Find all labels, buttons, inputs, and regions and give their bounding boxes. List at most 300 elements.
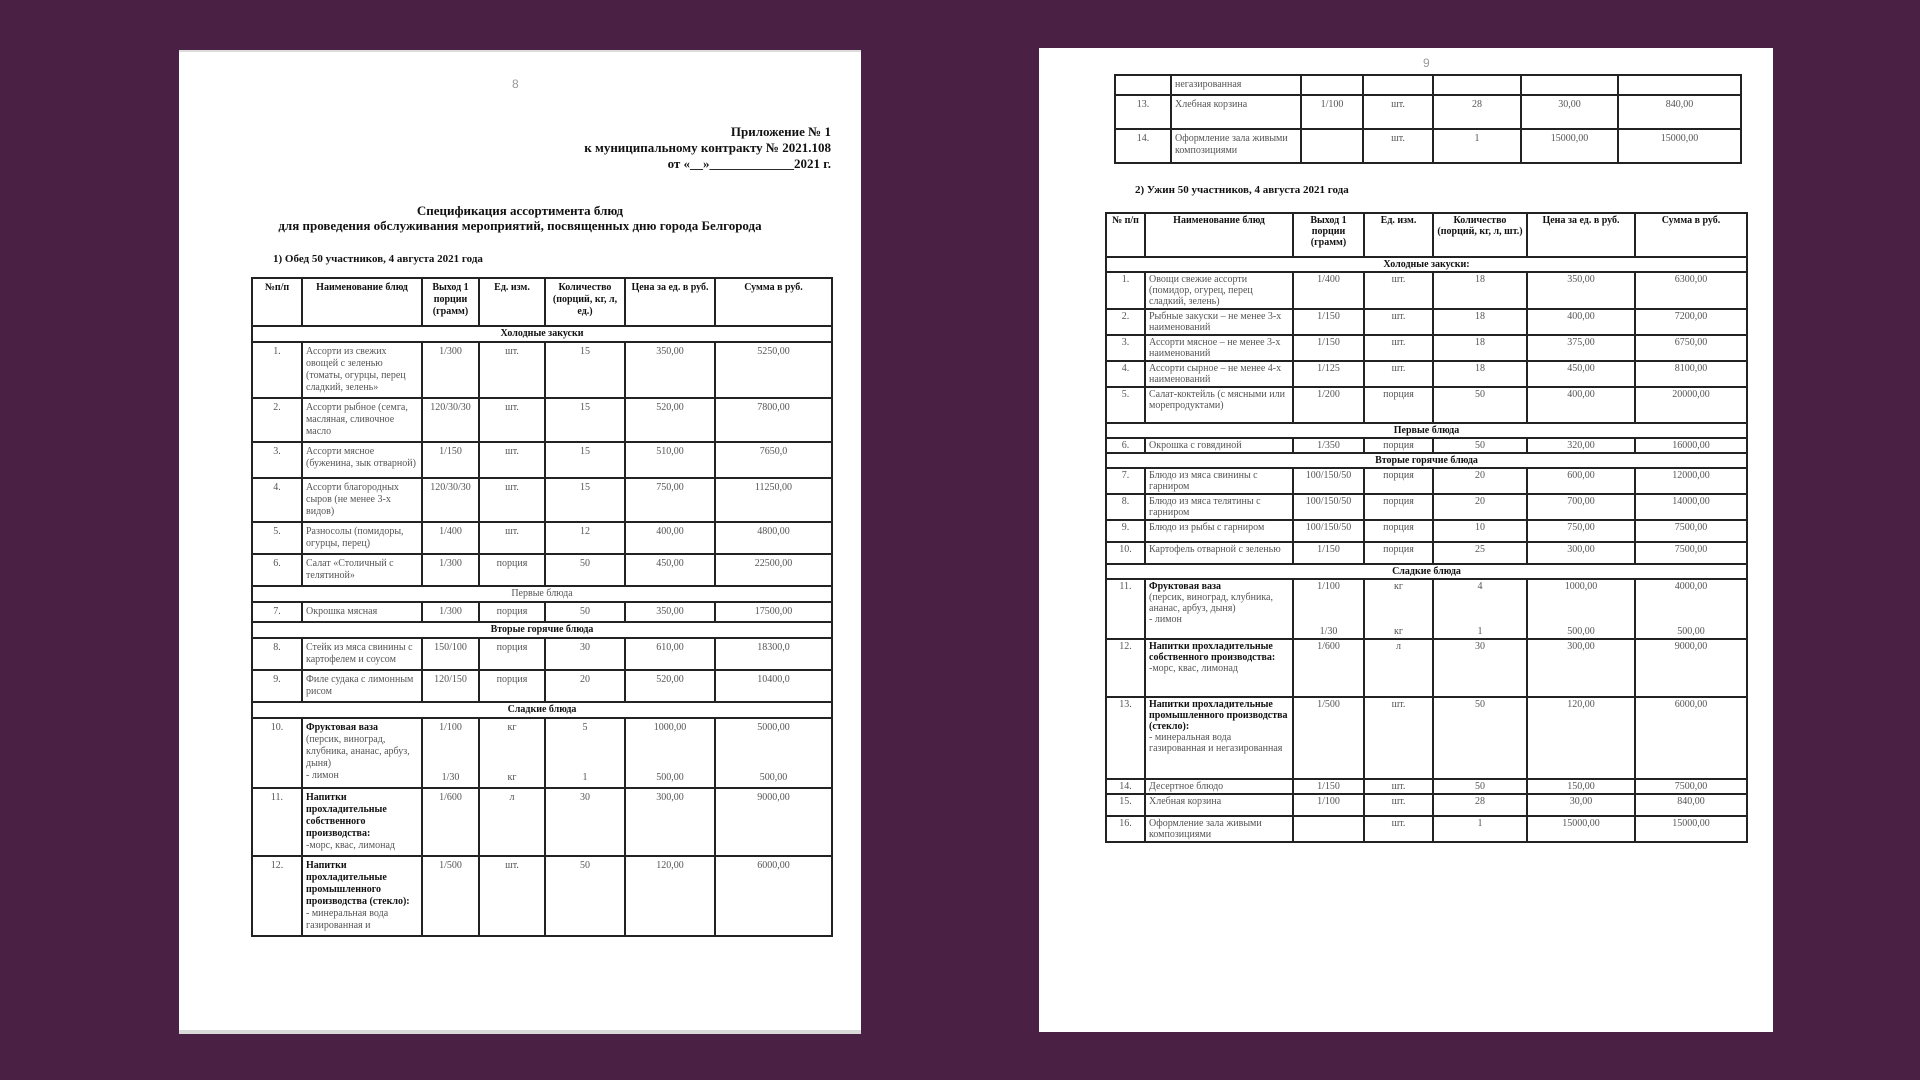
dish-description: Разносолы (помидоры, огурцы, перец) xyxy=(306,526,404,549)
unit-price-value: 400,00 xyxy=(1567,311,1595,322)
unit xyxy=(1364,697,1433,779)
unit-price xyxy=(1527,639,1635,697)
table-row xyxy=(1106,697,1747,779)
table-header-row xyxy=(252,278,832,326)
row-number-value: 13. xyxy=(1119,699,1132,710)
portion-yield-value: 150/100 xyxy=(434,642,467,653)
row-number xyxy=(252,788,302,856)
total-sum xyxy=(715,342,832,398)
quantity xyxy=(545,398,625,442)
dish-description: Овощи свежие ассорти (помидор, огурец, перец сладкий, зелень) xyxy=(1149,274,1253,307)
dish-name xyxy=(1145,779,1293,794)
unit-price-value-secondary: 500,00 xyxy=(1567,626,1595,637)
unit-price xyxy=(625,398,715,442)
unit xyxy=(1364,335,1433,361)
total-sum-value: 840,00 xyxy=(1665,99,1694,110)
row-number xyxy=(1106,779,1145,794)
dish-description: Блюдо из мяса свинины с гарниром xyxy=(1149,470,1258,492)
portion-yield-value: 100/150/50 xyxy=(1305,470,1352,481)
total-sum-value: 7200,00 xyxy=(1674,311,1708,322)
unit-value: шт. xyxy=(1391,781,1406,792)
unit xyxy=(1364,387,1433,423)
dish-description: Стейк из мяса свинины с картофелем и соусом xyxy=(306,642,413,665)
portion-yield xyxy=(1293,579,1364,639)
unit-price-value: 375,00 xyxy=(1567,337,1595,348)
total-sum-value: 15000,00 xyxy=(1660,133,1699,144)
table-row xyxy=(1106,438,1747,453)
quantity xyxy=(545,554,625,586)
portion-yield-value: 1/350 xyxy=(1317,440,1340,451)
unit xyxy=(479,856,545,936)
unit-price-value-secondary: 500,00 xyxy=(656,772,684,783)
unit-value: порция xyxy=(496,606,528,617)
portion-yield-value: 1/150 xyxy=(1317,544,1340,555)
quantity xyxy=(545,602,625,622)
quantity-value: 18 xyxy=(1475,274,1485,285)
dish-extra: - лимон xyxy=(1149,614,1182,625)
category-row xyxy=(1106,257,1747,272)
table-row xyxy=(252,602,832,622)
total-sum xyxy=(715,398,832,442)
row-number-value: 1. xyxy=(273,346,281,357)
portion-yield xyxy=(1293,361,1364,387)
row-number-value: 13. xyxy=(1136,99,1150,110)
quantity-value: 30 xyxy=(580,642,590,653)
portion-yield xyxy=(422,602,479,622)
row-number xyxy=(1106,335,1145,361)
row-number-value: 9. xyxy=(1121,522,1130,533)
dish-description: Ассорти рыбное (семга, масляная, сливочное масло xyxy=(306,402,408,437)
quantity-value: 18 xyxy=(1475,311,1485,322)
row-number-value: 15. xyxy=(1119,796,1132,807)
dish-description: Ассорти благородных сыров (не менее 3-х видов) xyxy=(306,482,399,517)
unit-value: шт. xyxy=(1391,699,1406,710)
quantity xyxy=(545,638,625,670)
title-line-2: для проведения обслуживания мероприятий, посвященных дню города Белгорода xyxy=(278,218,762,233)
total-sum xyxy=(1635,639,1747,697)
row-number xyxy=(1106,468,1145,494)
table-row xyxy=(252,442,832,478)
quantity-value: 18 xyxy=(1475,363,1485,374)
quantity-value: 50 xyxy=(580,860,590,871)
dish-name xyxy=(302,602,422,622)
unit xyxy=(479,670,545,702)
portion-yield xyxy=(1293,639,1364,697)
dish-name xyxy=(1145,542,1293,564)
table-row xyxy=(252,638,832,670)
dish-name-bold: Напитки прохладительные промышленного производства (стекло): xyxy=(1149,699,1288,732)
col-header-qty: Количество (порций, кг, л, ед.) xyxy=(545,278,625,326)
total-sum xyxy=(1635,579,1747,639)
table-row xyxy=(1115,75,1741,95)
row-number xyxy=(1106,697,1145,779)
col-header-yield: Выход 1 порции (грамм) xyxy=(422,278,479,326)
portion-yield-value: 1/400 xyxy=(439,526,462,537)
unit-price xyxy=(625,602,715,622)
quantity xyxy=(545,670,625,702)
quantity xyxy=(1433,335,1527,361)
row-number xyxy=(1106,438,1145,453)
col-header-sum: Сумма в руб. xyxy=(1635,213,1747,257)
unit-value: л xyxy=(1396,641,1401,652)
total-sum xyxy=(1635,309,1747,335)
total-sum xyxy=(1635,272,1747,309)
row-number-value: 4. xyxy=(273,482,281,493)
dish-name xyxy=(302,478,422,522)
col-header-sum: Сумма в руб. xyxy=(715,278,832,326)
total-sum xyxy=(1635,387,1747,423)
quantity xyxy=(1433,309,1527,335)
row-number xyxy=(1106,639,1145,697)
quantity-value: 28 xyxy=(1472,99,1482,110)
spec-table-lunch-continued xyxy=(1114,74,1742,164)
category-label: Вторые горячие блюда xyxy=(1106,453,1747,468)
unit-price xyxy=(625,856,715,936)
quantity-value: 18 xyxy=(1475,337,1485,348)
portion-yield xyxy=(1293,794,1364,816)
unit xyxy=(1364,494,1433,520)
total-sum xyxy=(1635,697,1747,779)
unit-price-value: 350,00 xyxy=(656,606,684,617)
quantity-value: 20 xyxy=(580,674,590,685)
quantity xyxy=(545,478,625,522)
total-sum-value: 15000,00 xyxy=(1672,818,1710,829)
portion-yield-value: 1/150 xyxy=(1317,337,1340,348)
row-number xyxy=(1106,361,1145,387)
portion-yield-value: 1/300 xyxy=(439,346,462,357)
table-row xyxy=(1106,468,1747,494)
quantity-value: 28 xyxy=(1475,796,1485,807)
unit xyxy=(1364,309,1433,335)
unit-price xyxy=(1527,272,1635,309)
table-row xyxy=(252,788,832,856)
portion-yield xyxy=(1301,95,1363,129)
unit-value: шт. xyxy=(505,526,519,537)
portion-yield xyxy=(422,670,479,702)
portion-yield-value: 100/150/50 xyxy=(1305,522,1352,533)
table-row xyxy=(252,856,832,936)
unit-value: кг xyxy=(507,722,517,733)
total-sum xyxy=(1635,438,1747,453)
total-sum-value: 7500,00 xyxy=(1674,522,1708,533)
unit-price-value: 30,00 xyxy=(1569,796,1593,807)
section-heading-lunch: 1) Обед 50 участников, 4 августа 2021 года xyxy=(273,253,483,265)
total-sum xyxy=(715,442,832,478)
unit xyxy=(1364,438,1433,453)
row-number-value: 3. xyxy=(273,446,281,457)
quantity xyxy=(545,718,625,788)
total-sum-value: 9000,00 xyxy=(757,792,790,803)
portion-yield-value: 1/500 xyxy=(439,860,462,871)
dish-description: Ассорти сырное – не менее 4-х наименований xyxy=(1149,363,1282,385)
total-sum xyxy=(1635,494,1747,520)
unit-value: л xyxy=(509,792,515,803)
table-row xyxy=(1106,387,1747,423)
category-label: Вторые горячие блюда xyxy=(252,622,832,638)
section-heading-dinner: 2) Ужин 50 участников, 4 августа 2021 года xyxy=(1135,184,1349,196)
quantity-value: 50 xyxy=(580,558,590,569)
portion-yield-value: 1/400 xyxy=(1317,274,1340,285)
row-number-value: 5. xyxy=(1121,389,1130,400)
row-number-value: 5. xyxy=(273,526,281,537)
dish-name xyxy=(302,398,422,442)
row-number xyxy=(1115,95,1171,129)
total-sum-value: 6000,00 xyxy=(1674,699,1708,710)
total-sum xyxy=(715,718,832,788)
unit-price-value: 610,00 xyxy=(656,642,684,653)
unit-price xyxy=(1527,468,1635,494)
total-sum xyxy=(1635,361,1747,387)
total-sum-value: 11250,00 xyxy=(754,482,793,493)
unit-price-value: 450,00 xyxy=(1567,363,1595,374)
dish-name xyxy=(302,522,422,554)
unit-price xyxy=(625,718,715,788)
total-sum-value: 6750,00 xyxy=(1674,337,1708,348)
unit-price-value: 300,00 xyxy=(1567,544,1595,555)
quantity xyxy=(1433,520,1527,542)
unit-value: шт. xyxy=(1391,311,1406,322)
table-row xyxy=(1106,794,1747,816)
row-number xyxy=(252,522,302,554)
page-number: 9 xyxy=(1423,56,1430,70)
total-sum xyxy=(715,670,832,702)
row-number xyxy=(252,342,302,398)
document-title xyxy=(179,203,861,233)
unit xyxy=(1363,95,1433,129)
unit-price-value: 30,00 xyxy=(1558,99,1581,110)
row-number-value: 14. xyxy=(1136,133,1150,144)
portion-yield-value: 120/150 xyxy=(434,674,467,685)
unit xyxy=(479,398,545,442)
category-row xyxy=(252,622,832,638)
category-row xyxy=(1106,453,1747,468)
portion-yield-value: 1/100 xyxy=(1317,796,1340,807)
annex-header xyxy=(584,124,831,172)
annex-line-3: от «__»_____________2021 г. xyxy=(667,156,831,171)
category-row xyxy=(1106,564,1747,579)
dish-name-bold: Напитки прохладительные промышленного производства (стекло): xyxy=(306,860,410,907)
table-row xyxy=(252,478,832,522)
quantity-value: 15 xyxy=(580,482,590,493)
quantity xyxy=(1433,542,1527,564)
quantity-value: 10 xyxy=(1475,522,1485,533)
total-sum-value: 7800,00 xyxy=(757,402,790,413)
quantity xyxy=(1433,468,1527,494)
dish-name xyxy=(1145,335,1293,361)
dish-description: Рыбные закуски – не менее 3-х наименований xyxy=(1149,311,1282,333)
table-row xyxy=(252,554,832,586)
unit-value: порция xyxy=(1383,440,1414,451)
total-sum-value-secondary: 500,00 xyxy=(1677,626,1705,637)
dish-name xyxy=(1145,697,1293,779)
unit xyxy=(1363,75,1433,95)
row-number-value: 6. xyxy=(273,558,281,569)
row-number xyxy=(1106,816,1145,842)
total-sum-value-secondary: 500,00 xyxy=(759,772,788,783)
unit xyxy=(1364,272,1433,309)
dish-description: Окрошка с говядиной xyxy=(1149,440,1242,451)
table-row xyxy=(1106,520,1747,542)
unit xyxy=(1364,520,1433,542)
portion-yield-value: 1/100 xyxy=(1320,99,1344,110)
dish-name xyxy=(1145,579,1293,639)
dish-name-bold: Фруктовая ваза xyxy=(306,722,379,733)
annex-line-2: к муниципальному контракту № 2021.108 xyxy=(584,140,831,155)
dish-description: Салат-коктейль (с мясными или морепродуктами) xyxy=(1149,389,1285,411)
total-sum xyxy=(1618,129,1741,163)
quantity-value: 1 xyxy=(1477,818,1483,829)
dish-description: -морс, квас, лимонад xyxy=(1149,663,1238,674)
portion-yield xyxy=(1301,75,1363,95)
total-sum-value: 20000,00 xyxy=(1672,389,1710,400)
portion-yield xyxy=(1301,129,1363,163)
unit-value: шт. xyxy=(1391,274,1406,285)
table-row xyxy=(1106,639,1747,697)
unit xyxy=(479,638,545,670)
unit-price-value: 15000,00 xyxy=(1562,818,1600,829)
row-number-value: 3. xyxy=(1121,337,1130,348)
portion-yield xyxy=(422,554,479,586)
dish-description: Оформление зала живыми композициями xyxy=(1175,133,1288,156)
dish-description: Окрошка мясная xyxy=(306,606,378,617)
row-number-value: 9. xyxy=(273,674,281,685)
unit-price-value: 350,00 xyxy=(656,346,684,357)
table-row xyxy=(1106,579,1747,639)
total-sum-value: 14000,00 xyxy=(1672,496,1710,507)
total-sum xyxy=(1618,95,1741,129)
dish-name xyxy=(302,718,422,788)
table-row xyxy=(1106,309,1747,335)
unit-price-value: 150,00 xyxy=(1567,781,1595,792)
dish-name xyxy=(1145,361,1293,387)
unit-price xyxy=(1527,438,1635,453)
quantity xyxy=(1433,697,1527,779)
dish-name xyxy=(302,342,422,398)
portion-yield-value: 1/150 xyxy=(1317,311,1340,322)
dish-description: Блюдо из мяса телятины с гарниром xyxy=(1149,496,1261,518)
table-row xyxy=(1115,95,1741,129)
quantity-value: 30 xyxy=(1475,641,1485,652)
unit-price-value: 350,00 xyxy=(1567,274,1595,285)
portion-yield xyxy=(422,856,479,936)
quantity xyxy=(545,856,625,936)
total-sum xyxy=(1635,816,1747,842)
dish-name-bold: Напитки прохладительные собственного производства: xyxy=(306,792,387,839)
dish-description: Ассорти мясное (буженина, зык отварной) xyxy=(306,446,416,469)
row-number-value: 12. xyxy=(1119,641,1132,652)
unit xyxy=(1364,468,1433,494)
category-label: Первые блюда xyxy=(1106,423,1747,438)
total-sum-value: 18300,0 xyxy=(757,642,790,653)
portion-yield xyxy=(422,522,479,554)
col-header-number: №п/п xyxy=(252,278,302,326)
row-number xyxy=(1106,579,1145,639)
unit-value: порция xyxy=(1383,544,1414,555)
row-number xyxy=(252,602,302,622)
portion-yield xyxy=(1293,697,1364,779)
unit-price xyxy=(625,442,715,478)
row-number xyxy=(1106,494,1145,520)
unit-value: порция xyxy=(1383,470,1414,481)
unit-price xyxy=(1527,361,1635,387)
total-sum xyxy=(1635,468,1747,494)
row-number xyxy=(1106,794,1145,816)
row-number-value: 8. xyxy=(273,642,281,653)
unit-price xyxy=(1527,542,1635,564)
title-line-1: Спецификация ассортимента блюд xyxy=(416,203,624,218)
unit-value: кг xyxy=(1394,581,1403,592)
quantity xyxy=(545,788,625,856)
category-row xyxy=(252,586,832,602)
dish-description: - минеральная вода газированная и негазированная xyxy=(1149,732,1283,754)
portion-yield xyxy=(1293,438,1364,453)
unit xyxy=(479,342,545,398)
dish-name xyxy=(302,670,422,702)
portion-yield-value: 1/125 xyxy=(1317,363,1340,374)
portion-yield-value-secondary: 1/30 xyxy=(1319,626,1338,637)
col-header-number: № п/п xyxy=(1106,213,1145,257)
portion-yield xyxy=(422,788,479,856)
row-number xyxy=(252,478,302,522)
total-sum-value: 12000,00 xyxy=(1672,470,1710,481)
unit-price-value: 750,00 xyxy=(1567,522,1595,533)
unit-price-value: 1000,00 xyxy=(653,722,687,733)
unit xyxy=(479,718,545,788)
total-sum xyxy=(1635,542,1747,564)
total-sum xyxy=(1618,75,1741,95)
category-label: Холодные закуски xyxy=(252,326,832,342)
col-header-price: Цена за ед. в руб. xyxy=(1527,213,1635,257)
unit-price-value: 520,00 xyxy=(656,402,684,413)
total-sum xyxy=(715,638,832,670)
portion-yield xyxy=(422,718,479,788)
row-number xyxy=(252,638,302,670)
dish-name xyxy=(1145,272,1293,309)
row-number-value: 11. xyxy=(270,792,284,803)
portion-yield-value: 1/600 xyxy=(1317,641,1340,652)
total-sum xyxy=(715,522,832,554)
row-number xyxy=(1115,75,1171,95)
unit-value: порция xyxy=(1383,522,1414,533)
quantity xyxy=(1433,361,1527,387)
category-label: Первые блюда xyxy=(252,586,832,602)
unit-price-value: 450,00 xyxy=(656,558,684,569)
quantity xyxy=(1433,779,1527,794)
total-sum-value: 22500,00 xyxy=(754,558,793,569)
quantity xyxy=(1433,387,1527,423)
dish-description: Картофель отварной с зеленью xyxy=(1149,544,1281,555)
quantity-value: 12 xyxy=(580,526,590,537)
total-sum xyxy=(715,554,832,586)
unit-price xyxy=(625,638,715,670)
dish-name xyxy=(1171,129,1301,163)
table-row xyxy=(1106,542,1747,564)
row-number-value: 10. xyxy=(1119,544,1132,555)
row-number-value: 1. xyxy=(1121,274,1130,285)
col-header-name: Наименование блюд xyxy=(1145,213,1293,257)
quantity xyxy=(1433,639,1527,697)
portion-yield xyxy=(1293,272,1364,309)
total-sum-value: 6300,00 xyxy=(1674,274,1708,285)
unit xyxy=(479,602,545,622)
total-sum-value: 9000,00 xyxy=(1674,641,1708,652)
table-header-row xyxy=(1106,213,1747,257)
unit xyxy=(479,788,545,856)
dish-name xyxy=(1145,468,1293,494)
unit-price xyxy=(625,342,715,398)
dish-description: (персик, виноград, клубника, ананас, арбуз, дыня) xyxy=(306,734,410,769)
row-number-value: 4. xyxy=(1121,363,1130,374)
